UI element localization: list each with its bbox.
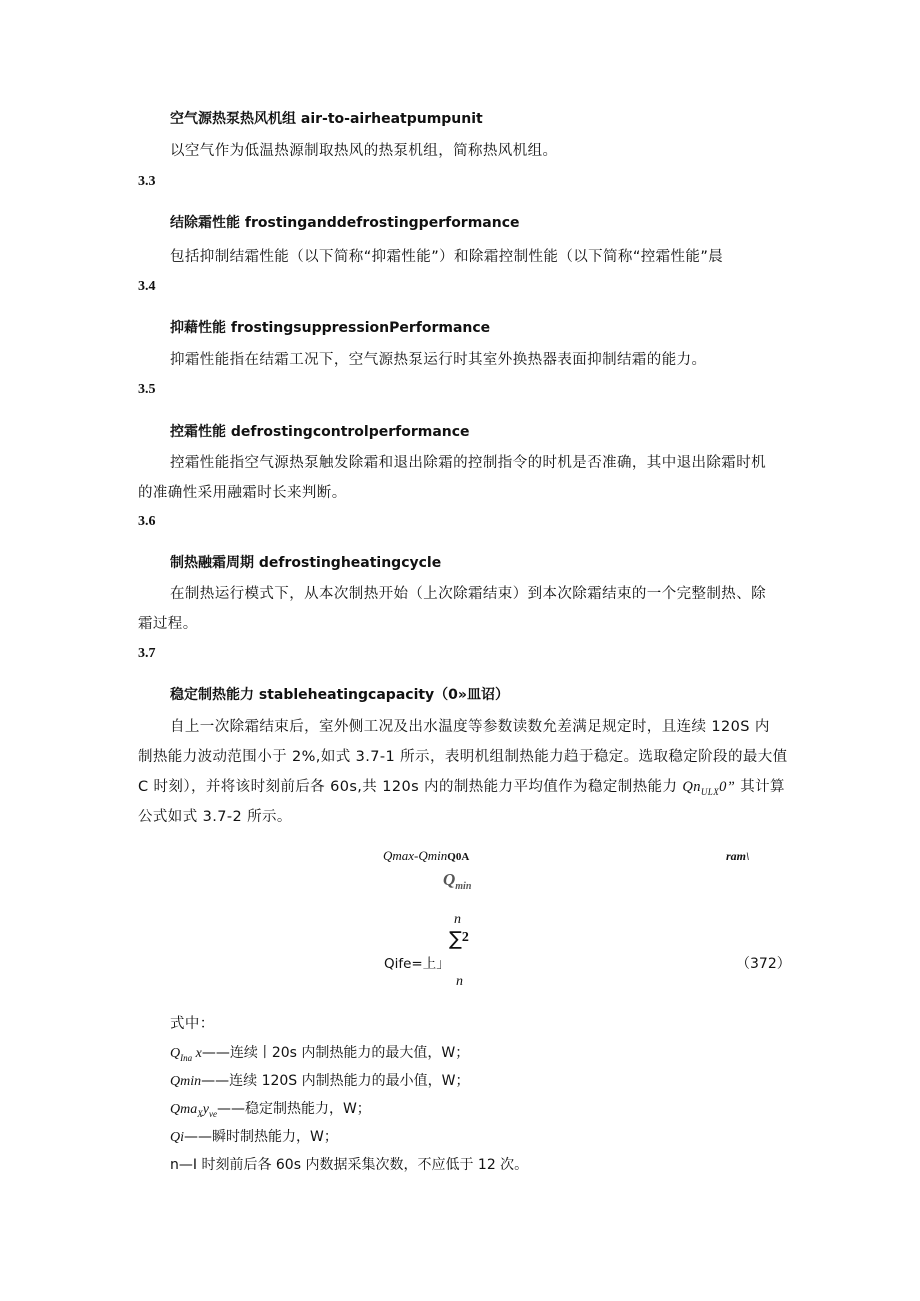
legend-symbol-q-sub: Ina bbox=[180, 1052, 193, 1063]
formula-2-lhs bbox=[384, 952, 450, 972]
section-number-3-7: 3.7 bbox=[138, 646, 156, 661]
definition-cycle-line-1: 在制热运行模式下，从本次制热开始（上次除霜结束）到本次除霜结束的一个完整制热、除 bbox=[170, 586, 766, 602]
section-number-3-5: 3.5 bbox=[138, 382, 156, 397]
legend-symbol-qmin: Qmin bbox=[170, 1074, 202, 1089]
heading-stable: 稳定制热能力 stableheatingcapacity（0»皿诏） bbox=[170, 687, 509, 703]
definition-suppression: 抑霜性能指在结霜工况下，空气源热泵运行时其室外换热器表面抑制结霜的能力。 bbox=[170, 352, 707, 368]
heading-frosting-defrosting: 结除霜性能 frostinganddefrostingperformance bbox=[170, 215, 520, 231]
formula-2-sigma-index: 2 bbox=[461, 930, 469, 945]
definition-control-line-2: 的准确性采用融霜时长来判断。 bbox=[138, 485, 347, 501]
legend-symbol-qma-sub: X bbox=[197, 1108, 203, 1119]
legend-line-qmax bbox=[170, 1042, 469, 1063]
heading-suppression: 抑藉性能 frostingsuppressionPerformance bbox=[170, 320, 491, 336]
heading-control: 控霜性能 defrostingcontrolperformance bbox=[170, 424, 470, 440]
heading-cycle: 制热融霜周期 defrostingheatingcycle bbox=[170, 555, 442, 571]
formula-2-sum bbox=[449, 928, 469, 950]
definition-frosting-defrosting: 包括抑制结霜性能（以下简称“抑霜性能”）和除霜控制性能（以下简称“控霜性能”晨 bbox=[170, 249, 724, 265]
symbol-q-stable-sub: ULX bbox=[700, 786, 720, 797]
definition-stable-line-3-end: 其计算 bbox=[735, 779, 785, 795]
formula-1-right-label: ram\ bbox=[726, 849, 750, 863]
legend-line-n: n—I 时刻前后各 60s 内数据采集次数，不应低于 12 次。 bbox=[170, 1157, 529, 1173]
legend-line-qi bbox=[170, 1126, 338, 1146]
legend-symbol-q-tail: x bbox=[192, 1046, 202, 1061]
legend-line-qi-text: ——瞬时制热能力，W； bbox=[184, 1129, 338, 1145]
legend-symbol-qma-y: y bbox=[202, 1102, 209, 1117]
legend-line-qmax-text: ——连续丨20s 内制热能力的最大值，W； bbox=[201, 1045, 470, 1061]
section-number-3-3: 3.3 bbox=[138, 174, 156, 189]
definition-stable-line-4: 公式如式 3.7-2 所示。 bbox=[138, 809, 292, 825]
formula-2-lhs-tail: 上」 bbox=[422, 956, 450, 972]
formula-2-lhs-expr: Qife= bbox=[384, 956, 423, 972]
formula-2-sigma: ∑ bbox=[449, 928, 462, 950]
heading-air-to-air: 空气源热泵热风机组 air-to-airheatpumpunit bbox=[170, 111, 483, 127]
definition-air-to-air: 以空气作为低温热源制取热风的热泵机组，简称热风机组。 bbox=[170, 143, 558, 159]
formula-1-denom-sub: min bbox=[455, 881, 472, 893]
formula-2-equation-number: （372） bbox=[736, 956, 791, 972]
definition-control-line-1: 控霜性能指空气源热泵触发除霜和退出除霜的控制指令的时机是否准确，其中退出除霜时机 bbox=[170, 455, 766, 471]
legend-line-qstable-text: ——稳定制热能力，W； bbox=[216, 1101, 371, 1117]
definition-stable-line-2: 制热能力波动范围小于 2%,如式 3.7-1 所示，表明机组制热能力趋于稳定。选取稳定阶段的最大值 bbox=[138, 749, 788, 765]
legend-symbol-q: Q bbox=[170, 1046, 181, 1061]
section-number-3-4: 3.4 bbox=[138, 279, 156, 294]
section-number-3-6: 3.6 bbox=[138, 514, 156, 529]
formula-2-upper-n: n bbox=[454, 912, 461, 927]
formula-1-numer-expr: Qmax-Qmin bbox=[383, 848, 448, 863]
legend-line-qmin-text: ——连续 120S 内制热能力的最小值，W； bbox=[201, 1073, 470, 1089]
legend-symbol-qi: Qi bbox=[170, 1130, 184, 1145]
formula-2-lower-n: n bbox=[456, 974, 463, 989]
formula-1-denom-q: Q bbox=[443, 870, 456, 889]
legend-line-qmin bbox=[170, 1070, 469, 1090]
legend-line-qstable bbox=[170, 1098, 371, 1119]
definition-stable-line-3-text: C 时刻），并将该时刻前后各 60s,共 120s 内的制热能力平均值作为稳定制热能力 bbox=[138, 779, 683, 795]
legend-title: 式中： bbox=[170, 1016, 215, 1032]
definition-cycle-line-2: 霜过程。 bbox=[138, 616, 198, 632]
definition-stable-line-1: 自上一次除霜结束后，室外侧工况及出水温度等参数读数允差满足规定时，且连续 120S 内 bbox=[170, 719, 770, 735]
formula-1-numerator bbox=[383, 848, 469, 864]
symbol-q-stable-tail: 0” bbox=[719, 779, 736, 795]
legend-symbol-qma: Qma bbox=[170, 1102, 198, 1117]
formula-1-tag: Q0A bbox=[447, 851, 470, 863]
definition-stable-line-3 bbox=[138, 775, 785, 797]
symbol-q-stable: Qn bbox=[682, 779, 701, 795]
formula-1-denominator bbox=[443, 870, 471, 892]
legend-symbol-qma-sub2: ve bbox=[208, 1108, 217, 1119]
